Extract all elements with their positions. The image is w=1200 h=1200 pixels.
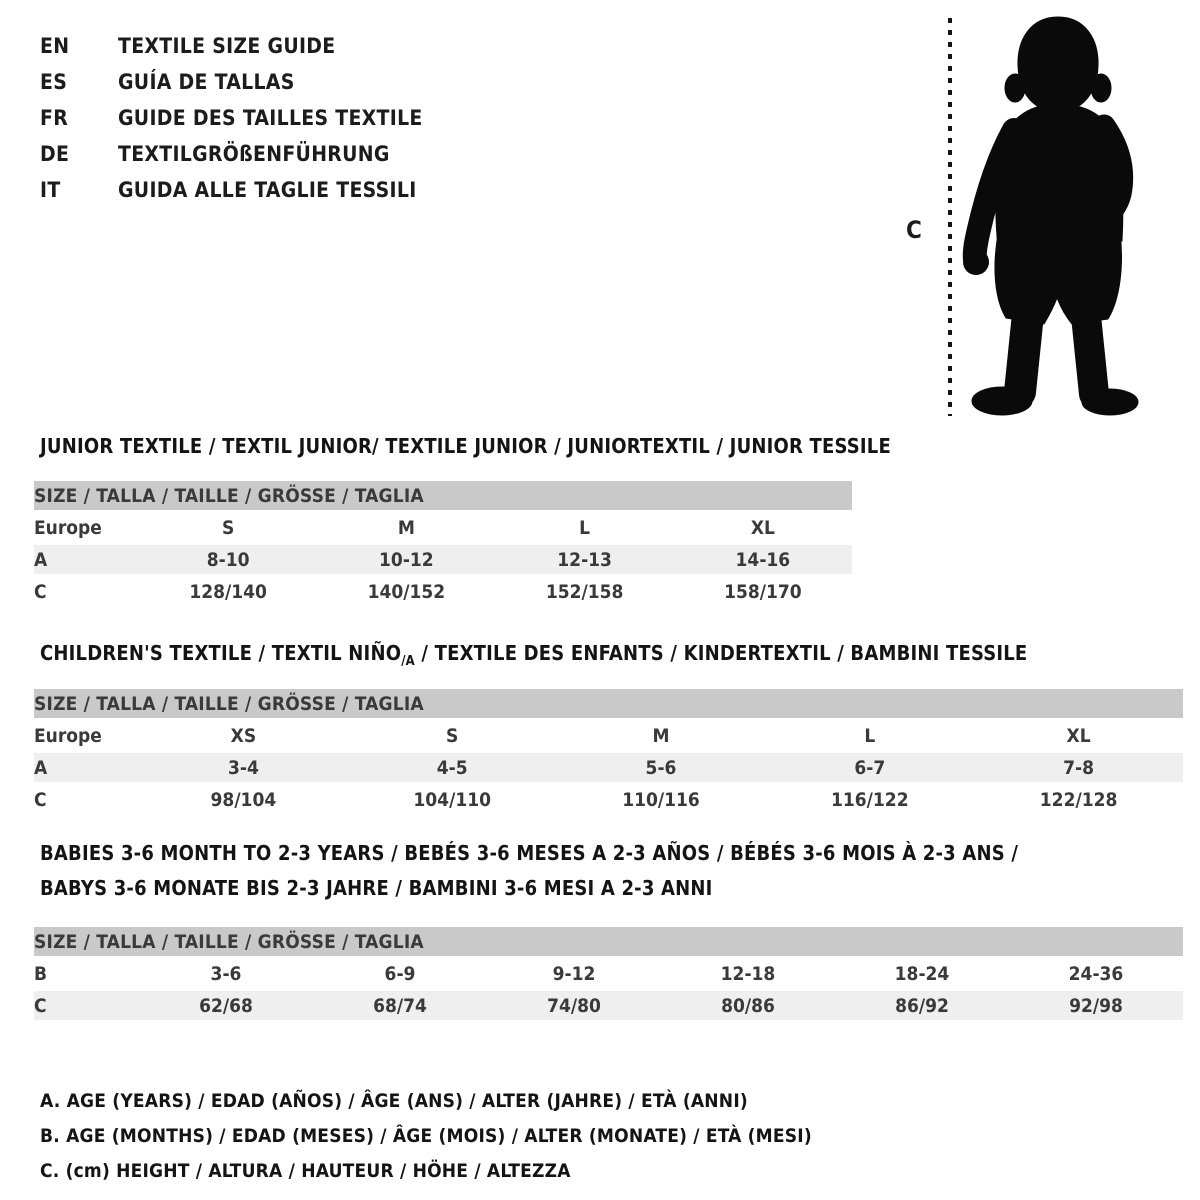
- size-table: [34, 478, 852, 609]
- table-row: [34, 785, 1183, 814]
- value-cell: L: [579, 516, 591, 539]
- children-size-table: [34, 686, 1183, 817]
- value-cell: 152/158: [545, 580, 624, 603]
- lang-row-it: [40, 172, 423, 208]
- value-cell: 86/92: [835, 991, 1009, 1020]
- value-cell: 122/128: [1039, 788, 1118, 811]
- value-cell: 5-6: [557, 753, 766, 782]
- children-title-subscript: /A: [401, 654, 415, 669]
- row-label-cell: B: [34, 962, 48, 985]
- value-cell: S: [446, 724, 459, 747]
- table-header-bar: SIZE / TALLA / TAILLE / GRÖSSE / TAGLIA: [34, 689, 1183, 718]
- babies-size-table: [34, 924, 1183, 1023]
- row-label-cell: Europe: [34, 724, 102, 747]
- value-cell: XL: [1066, 724, 1091, 747]
- lang-row-es: [40, 64, 423, 100]
- value-cell: 110/116: [622, 788, 700, 811]
- value-cell: 18-24: [894, 962, 950, 985]
- table-header-bar: SIZE / TALLA / TAILLE / GRÖSSE / TAGLIA: [34, 481, 852, 510]
- value-cell: 140/152: [367, 580, 446, 603]
- table-row: [34, 753, 1183, 782]
- table-row: [34, 577, 852, 606]
- value-cell: 128/140: [189, 580, 267, 603]
- lang-code: IT: [40, 178, 61, 202]
- value-cell: 98/104: [210, 788, 277, 811]
- babies-section-title: [40, 836, 1018, 906]
- junior-size-table: [34, 478, 852, 609]
- legend-line-c: C. (cm) HEIGHT / ALTURA / HAUTEUR / HÖHE / ALTEZZA: [40, 1160, 571, 1182]
- value-cell: 104/110: [413, 788, 491, 811]
- value-cell: 6-9: [384, 962, 416, 985]
- row-label-cell: A: [34, 753, 139, 782]
- table-row: [34, 959, 1183, 988]
- value-cell: 9-12: [552, 962, 596, 985]
- value-cell: 116/122: [830, 788, 909, 811]
- lang-title: GUÍA DE TALLAS: [118, 70, 295, 94]
- value-cell: M: [652, 724, 670, 747]
- value-cell: 7-8: [974, 753, 1183, 782]
- table-row: [34, 545, 852, 574]
- value-cell: 24-36: [1068, 962, 1124, 985]
- value-cell: XL: [750, 516, 775, 539]
- value-cell: 12-18: [720, 962, 776, 985]
- height-measure-dotted-line: [948, 18, 952, 416]
- lang-title: GUIDE DES TAILLES TEXTILE: [118, 106, 423, 130]
- lang-row-fr: [40, 100, 423, 136]
- value-cell: S: [221, 516, 235, 539]
- table-row: [34, 513, 852, 542]
- value-cell: 3-6: [210, 962, 242, 985]
- lang-code: EN: [40, 34, 70, 58]
- size-table: [34, 924, 1183, 1023]
- measure-label-c: C: [906, 216, 922, 244]
- value-cell: 12-13: [496, 545, 674, 574]
- row-label-cell: A: [34, 545, 139, 574]
- lang-code: FR: [40, 106, 69, 130]
- value-cell: 3-4: [139, 753, 348, 782]
- value-cell: 6-7: [765, 753, 974, 782]
- value-cell: 158/170: [724, 580, 802, 603]
- value-cell: L: [864, 724, 876, 747]
- value-cell: 14-16: [674, 545, 852, 574]
- lang-code: DE: [40, 142, 70, 166]
- value-cell: 74/80: [487, 991, 661, 1020]
- lang-code: ES: [40, 70, 68, 94]
- table-row: [34, 721, 1183, 750]
- row-label-cell: C: [34, 991, 139, 1020]
- table-header-bar: SIZE / TALLA / TAILLE / GRÖSSE / TAGLIA: [34, 927, 1183, 956]
- lang-title: TEXTILE SIZE GUIDE: [118, 34, 336, 58]
- value-cell: M: [397, 516, 415, 539]
- value-cell: 62/68: [139, 991, 313, 1020]
- legend-line-a: A. AGE (YEARS) / EDAD (AÑOS) / ÂGE (ANS) / ALTER (JAHRE) / ETÀ (ANNI): [40, 1090, 748, 1112]
- table-row: [34, 991, 1183, 1020]
- lang-title: GUIDA ALLE TAGLIE TESSILI: [118, 178, 417, 202]
- value-cell: 68/74: [313, 991, 487, 1020]
- row-label-cell: C: [34, 788, 47, 811]
- legend-line-b: B. AGE (MONTHS) / EDAD (MESES) / ÂGE (MOIS) / ALTER (MONATE) / ETÀ (MESI): [40, 1125, 812, 1147]
- babies-title-line1: BABIES 3-6 MONTH TO 2-3 YEARS / BEBÉS 3-6 MESES A 2-3 AÑOS / BÉBÉS 3-6 MOIS À 2-3 ANS /: [40, 841, 1019, 865]
- lang-row-de: [40, 136, 423, 172]
- measurement-legend: [40, 1084, 812, 1189]
- baby-silhouette: [962, 14, 1144, 418]
- row-label-cell: C: [34, 580, 47, 603]
- row-label-cell: Europe: [34, 516, 102, 539]
- value-cell: 8-10: [139, 545, 317, 574]
- value-cell: 92/98: [1009, 991, 1183, 1020]
- lang-title: TEXTILGRÖßENFÜHRUNG: [118, 142, 390, 166]
- children-title-prefix: CHILDREN'S TEXTILE / TEXTIL NIÑO: [40, 641, 402, 665]
- babies-title-line2: BABYS 3-6 MONATE BIS 2-3 JAHRE / BAMBINI 3-6 MESI A 2-3 ANNI: [40, 876, 713, 900]
- value-cell: 4-5: [348, 753, 557, 782]
- size-table: [34, 686, 1183, 817]
- lang-row-en: [40, 28, 423, 64]
- children-title-suffix: / TEXTILE DES ENFANTS / KINDERTEXTIL / BAMBINI TESSILE: [414, 641, 1028, 665]
- value-cell: XS: [230, 724, 257, 747]
- language-title-list: [40, 28, 423, 208]
- value-cell: 80/86: [661, 991, 835, 1020]
- children-section-title: [40, 641, 1027, 669]
- value-cell: 10-12: [317, 545, 495, 574]
- junior-section-title: JUNIOR TEXTILE / TEXTIL JUNIOR/ TEXTILE JUNIOR / JUNIORTEXTIL / JUNIOR TESSILE: [40, 434, 891, 458]
